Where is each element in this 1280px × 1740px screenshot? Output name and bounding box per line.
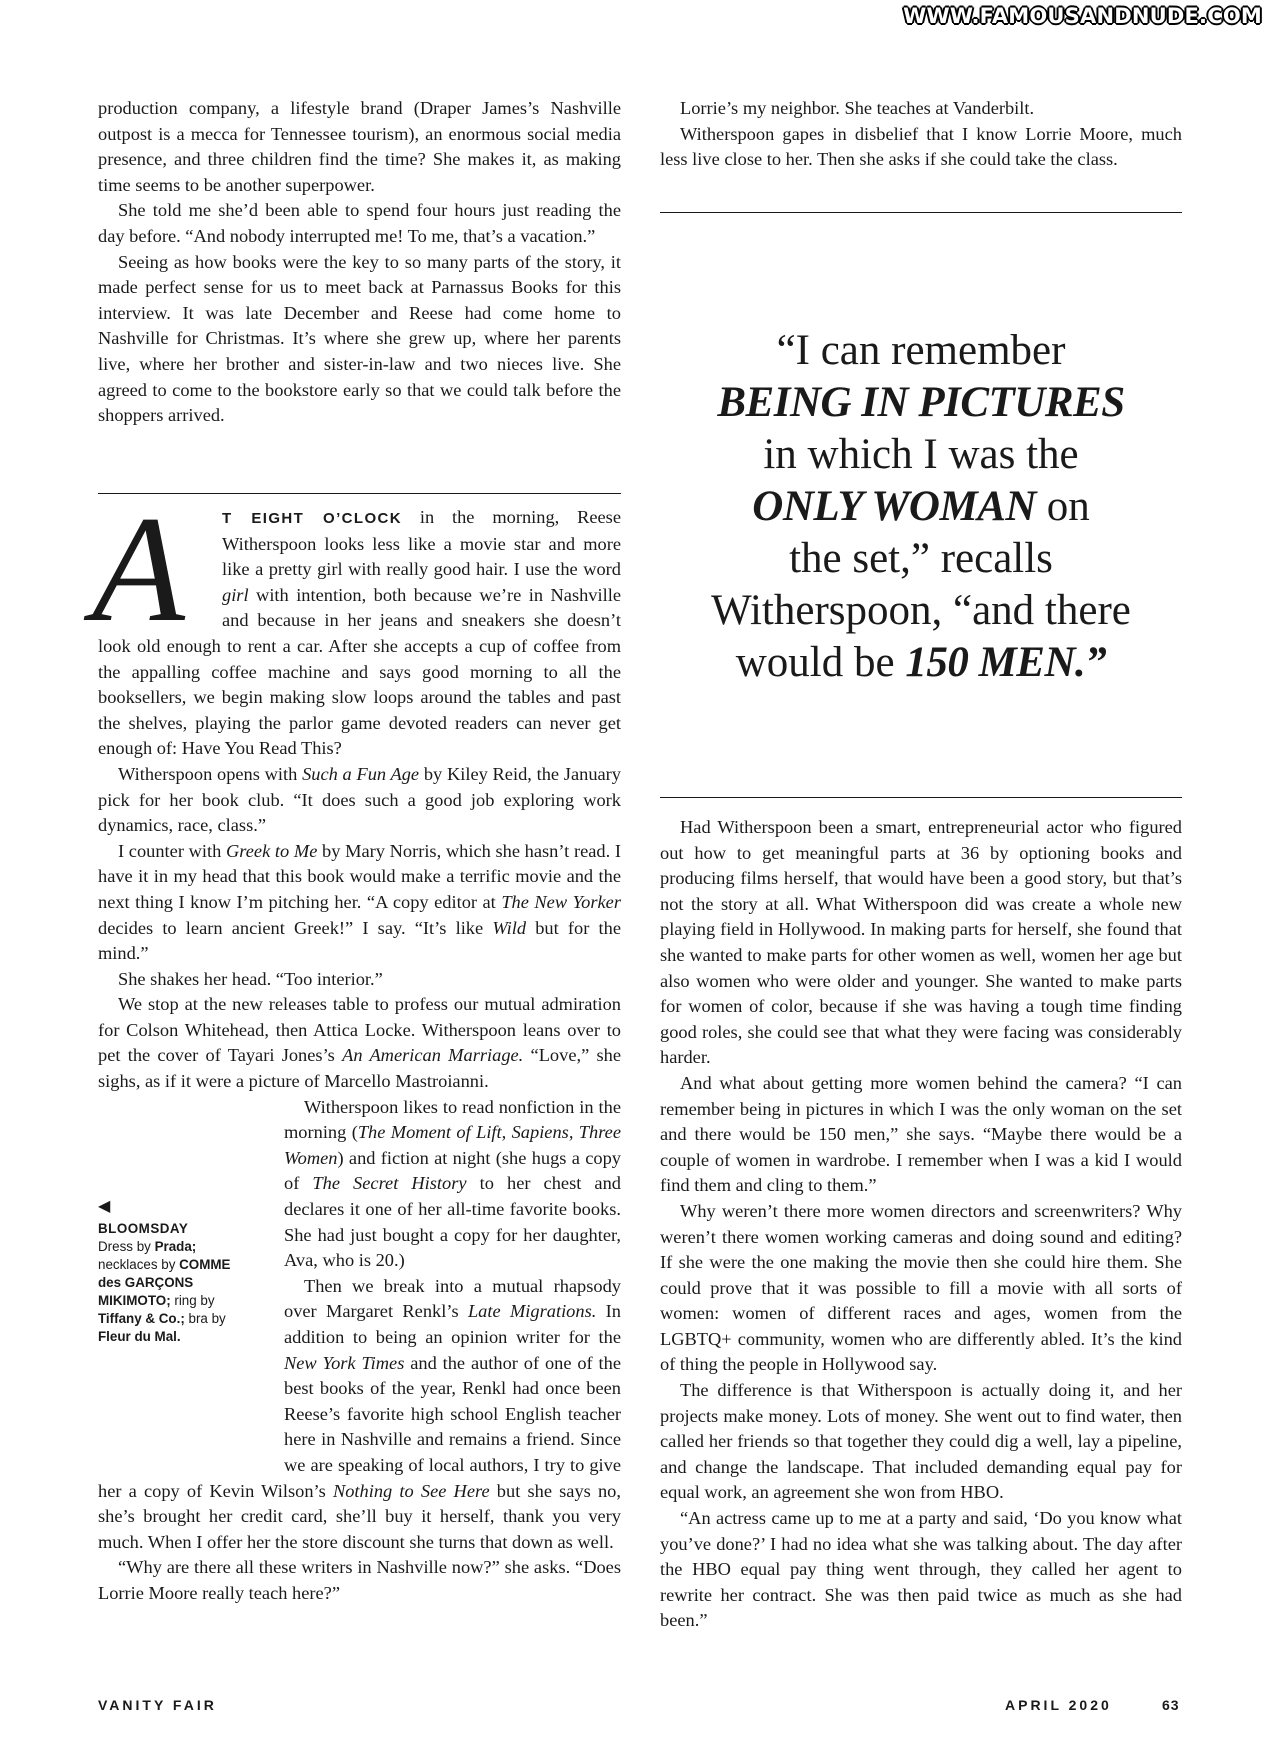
caption-text: Dress by bbox=[98, 1239, 155, 1254]
pullquote-rule-top bbox=[660, 212, 1182, 213]
paragraph: Had Witherspoon been a smart, entrepreneurial actor who figured out how to get meaningful parts at 36 by optioning books and producing films herself, that would have been a good story, but that’s not the story at all. What Witherspoon did was create a whole new playing field in Hollywood. In making parts for herself, she found that she wanted to make parts for other women as well, women her age but also women who were older and younger. She wanted to make parts for women of color, because if she was having a tough time finding good roles, she could see that what they were facing was considerably harder. bbox=[660, 817, 1182, 1068]
text: and the author of one of the best books of the year, Renkl had once been Reese’s favorite high school English teacher here in Nashville and remains a friend. Since we are speaking of local authors, I try to give her a copy of Kevin Wilson’s bbox=[98, 1352, 621, 1501]
paragraph: Lorrie’s my neighbor. She teaches at Vanderbilt. bbox=[680, 98, 1035, 118]
book-title: Nothing to See Here bbox=[332, 1480, 490, 1501]
paragraph: “Why are there all these writers in Nashville now?” she asks. “Does Lorrie Moore really teach here?” bbox=[98, 1557, 621, 1603]
paragraph bbox=[92, 485, 621, 762]
text: Witherspoon likes to read nonfiction in the morning ( bbox=[284, 1096, 621, 1143]
italic-word: girl bbox=[222, 584, 249, 605]
text: to her chest and declares it one of her all-time favorite books. She had just bought a copy for her daughter, Ava, who is 20.) bbox=[284, 1173, 621, 1271]
caption-credit: Fleur du Mal. bbox=[98, 1329, 181, 1344]
book-title: An American Marriage. bbox=[342, 1045, 524, 1066]
paragraph: Witherspoon gapes in disbelief that I know Lorrie Moore, much less live close to her. Then she asks if she could take the class. bbox=[660, 123, 1182, 170]
text: in the morning, Reese Witherspoon looks less like a movie star and more like a pretty girl with really good hair. I use the word bbox=[222, 507, 621, 580]
pull-quote-text: would be bbox=[735, 639, 906, 686]
text: We stop at the new releases table to profess our mutual admiration for Colson Whitehead, then Attica Locke. Witherspoon leans over to pet the cover of Tayari Jones’s bbox=[98, 994, 621, 1066]
caption-text: necklaces by bbox=[98, 1257, 180, 1272]
caption-credit: Prada; bbox=[154, 1239, 197, 1254]
text: I counter with bbox=[118, 840, 226, 861]
pull-quote-text: on bbox=[1035, 483, 1090, 530]
pull-quote-line: in which I was the bbox=[763, 431, 1079, 478]
pullquote-rule-bottom bbox=[660, 797, 1182, 798]
text: by Kiley Reid, the January pick for her book club. “It does such a good job exploring work dynamics, race, class.” bbox=[98, 763, 621, 836]
text: In addition to being an opinion writer for the bbox=[284, 1301, 621, 1347]
book-title: Greek to Me bbox=[225, 840, 318, 861]
paragraph: Why weren’t there more women directors and screenwriters? Why weren’t there women working cameras and doing sound and editing? If she were the one making the movie then she could hire them. She could prove that it was possible to fill a movie with all sorts of women: women of different races and ages, women from the LGBTQ+ community, women who are differently abled. It’s the kind of thing the people in Hollywood say. bbox=[660, 1200, 1182, 1375]
caption-credit: COMME des GARÇONS MIKIMOTO; bbox=[98, 1257, 231, 1308]
publication-title: The New Yorker bbox=[501, 891, 621, 912]
caption-text: bra by bbox=[184, 1311, 226, 1326]
text: but she says no, she’s brought her credit card, she’ll buy it herself, thank you very much. When I offer her the store discount she turns that down as well. bbox=[98, 1480, 621, 1552]
paragraph: The difference is that Witherspoon is actually doing it, and her projects make money. Lots of money. She went out to find water, then called her friends so that together they could dig a well, lay a pipeline, and change the landscape. That included demanding equal pay for equal work, an agreement she won from HBO. bbox=[660, 1380, 1182, 1503]
watermark: WWW.FAMOUSANDNUDE.COM bbox=[903, 4, 1262, 28]
pull-quote-line: the set,” recalls bbox=[789, 535, 1053, 582]
paragraph bbox=[98, 839, 621, 967]
text: ) and fiction at night (she hugs a copy of bbox=[284, 1147, 621, 1194]
caption-title: BLOOMSDAY bbox=[98, 1221, 189, 1236]
pull-quote-emphasis: 150 MEN.” bbox=[905, 639, 1107, 686]
book-title: The Secret History bbox=[312, 1173, 467, 1194]
book-title: Wild bbox=[492, 917, 527, 938]
paragraph bbox=[98, 762, 621, 839]
lead-in: T EIGHT O’CLOCK bbox=[222, 510, 402, 527]
pull-quote-emphasis: BEING IN PICTURES bbox=[717, 379, 1125, 426]
caption-credit: Tiffany & Co.; bbox=[98, 1311, 185, 1326]
text: but for the mind.” bbox=[98, 917, 621, 964]
pull-quote-emphasis: ONLY WOMAN bbox=[752, 483, 1036, 530]
book-title: Late Migrations. bbox=[467, 1301, 597, 1322]
paragraph bbox=[98, 992, 621, 1094]
text: Witherspoon opens with bbox=[118, 763, 303, 784]
drop-cap: A bbox=[92, 485, 185, 653]
footer-magazine-name: VANITY FAIR bbox=[98, 1697, 217, 1713]
paragraph: And what about getting more women behind the camera? “I can remember being in pictures in which I was the only woman on the set and there would be 150 men,” she says. “Maybe there would be a couple of women in wardrobe. I remember when I was a kid I would find them and cling to them.” bbox=[660, 1072, 1182, 1196]
text: decides to learn ancient Greek!” I say. “It’s like bbox=[98, 917, 493, 938]
book-title: Such a Fun Age bbox=[302, 763, 420, 784]
text: by Mary Norris, which she hasn’t read. I have it in my head that this book would make a terrific movie and the next thing I know I’m pitching her. “A copy editor at bbox=[98, 840, 621, 912]
footer-issue-date: APRIL 2020 bbox=[1005, 1697, 1112, 1713]
text: with intention, both because we’re in Nashville and because in her jeans and sneakers she doesn’t look old enough to rent a car. After she accepts a cup of coffee from the appalling coffee machine and says good morning to all the booksellers, we begin making slow loops around the tables and past the shelves, playing the parlor game devoted readers can never get enough of: Have You Read This? bbox=[98, 584, 621, 759]
pull-quote-line: “I can remember bbox=[776, 327, 1066, 374]
text: Then we break into a mutual rhapsody over Margaret Renkl’s bbox=[284, 1275, 621, 1322]
paragraph: production company, a lifestyle brand (Draper James’s Nashville outpost is a mecca for Tennessee tourism), an enormous social media presence, and three children find the time? She makes it, as making time seems to be another superpower. bbox=[98, 98, 621, 195]
text: “Love,” she sighs, as if it were a picture of Marcello Mastroianni. bbox=[98, 1045, 622, 1092]
publication-title: New York Times bbox=[284, 1352, 405, 1373]
pull-quote-line bbox=[660, 481, 1182, 533]
book-titles: The Moment of Lift, Sapiens, Three Women bbox=[284, 1122, 622, 1168]
right-column-top bbox=[660, 96, 1182, 173]
paragraph: She told me she’d been able to spend four hours just reading the day before. “And nobody interrupted me! To me, that’s a vacation.” bbox=[98, 200, 621, 246]
pull-quote-line: Witherspoon, “and there bbox=[711, 587, 1131, 634]
page-number: 63 bbox=[1162, 1697, 1180, 1713]
paragraph: Seeing as how books were the key to so many parts of the story, it made perfect sense for us to meet back at Parnassus Books for this interview. It was late December and Reese had come home to Nashville for Christmas. It’s where she grew up, where her parents live, where her brother and sister-in-law and two nieces live. She agreed to come to the bookstore early so that we could talk before the shoppers arrived. bbox=[98, 251, 621, 426]
arrow-left-icon: ◀ bbox=[98, 1198, 111, 1215]
paragraph: “An actress came up to me at a party and said, ‘Do you know what you’ve done?’ I had no idea what she was talking about. The day after the HBO equal pay thing went through, they called her agent to rewrite her contract. She was then paid twice as much as she had been.” bbox=[660, 1508, 1182, 1631]
pull-quote bbox=[660, 325, 1182, 689]
paragraph: She shakes her head. “Too interior.” bbox=[118, 968, 383, 989]
caption-text: ring by bbox=[170, 1293, 215, 1308]
left-column-top bbox=[98, 96, 621, 429]
pull-quote-line bbox=[660, 637, 1182, 689]
right-column-main bbox=[660, 815, 1182, 1634]
left-column-main bbox=[92, 485, 622, 1607]
photo-caption bbox=[98, 1198, 256, 1346]
